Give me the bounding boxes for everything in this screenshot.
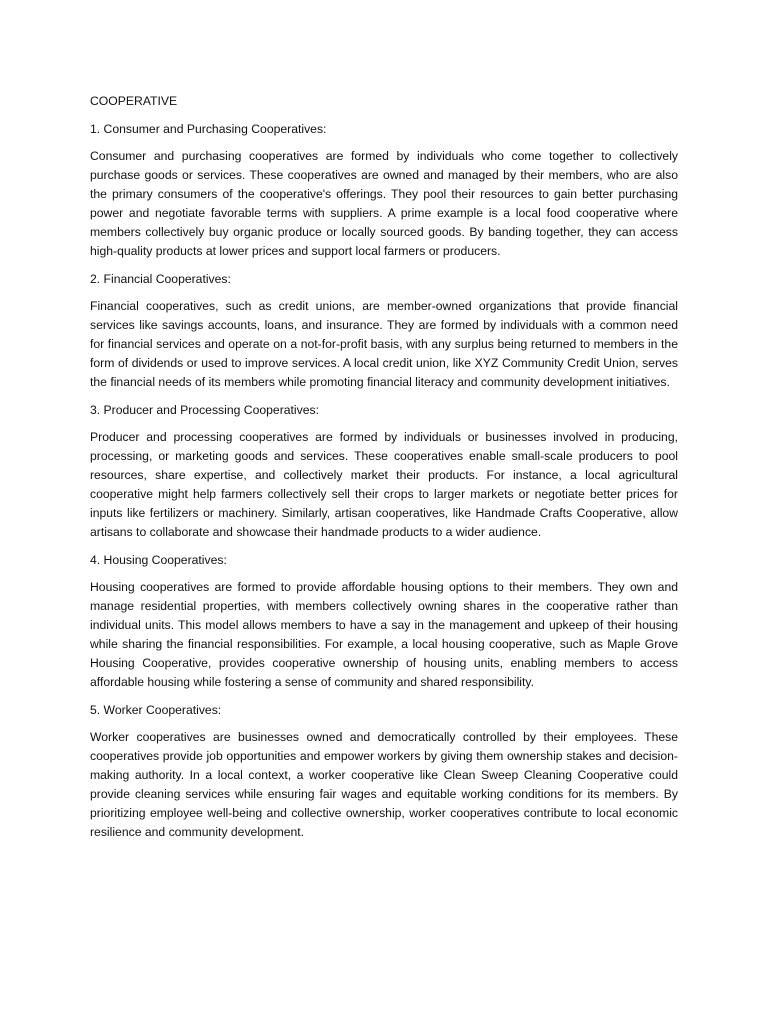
- section-body-worker: Worker cooperatives are businesses owned and democratically controlled by their employees. These cooperatives provide job opportunities and empower workers by giving them ownership stakes and decision-making authority. In a local context, a worker cooperative like Clean Sweep Cleaning Cooperative could provide cleaning services while ensuring fair wages and equitable working conditions for its members. By prioritizing employee well-being and collective ownership, worker cooperatives contribute to local economic resilience and community development.: [90, 730, 678, 839]
- section-body-financial: Financial cooperatives, such as credit unions, are member-owned organizations that provide financial services like savings accounts, loans, and insurance. They are formed by individuals with a common need for financial services and operate on a not-for-profit basis, with any surplus being returned to members in the form of dividends or used to improve services. A local credit union, like XYZ Community Credit Union, serves the financial needs of its members while promoting financial literacy and community development initiatives.: [90, 299, 678, 389]
- section-heading-housing: 4. Housing Cooperatives:: [90, 552, 227, 567]
- section-heading-consumer: 1. Consumer and Purchasing Cooperatives:: [90, 121, 327, 136]
- document-page: [90, 92, 678, 851]
- section-body-producer: Producer and processing cooperatives are formed by individuals or businesses involved in producing, processing, or marketing goods and services. These cooperatives enable small-scale producers to pool resources, share expertise, and collectively market their products. For instance, a local agricultural cooperative might help farmers collectively sell their crops to larger markets or negotiate better prices for inputs like fertilizers or machinery. Similarly, artisan cooperatives, like Handmade Crafts Cooperative, allow artisans to collaborate and showcase their handmade products to a wider audience.: [90, 430, 678, 539]
- section-heading-financial: 2. Financial Cooperatives:: [90, 271, 231, 286]
- section-heading-worker: 5. Worker Cooperatives:: [90, 702, 222, 717]
- document-title: COOPERATIVE: [90, 94, 178, 108]
- section-body-consumer: Consumer and purchasing cooperatives are formed by individuals who come together to collectively purchase goods or services. These cooperatives are owned and managed by their members, who are also the primary consumers of the cooperative's offerings. They pool their resources to gain better purchasing power and negotiate favorable terms with suppliers. A prime example is a local food cooperative where members collectively buy organic produce or locally sourced goods. By banding together, they can access high-quality products at lower prices and support local farmers or producers.: [90, 149, 678, 258]
- section-heading-producer: 3. Producer and Processing Cooperatives:: [90, 402, 319, 417]
- section-body-housing: Housing cooperatives are formed to provide affordable housing options to their members. They own and manage residential properties, with members collectively owning shares in the cooperative rather than individual units. This model allows members to have a say in the management and upkeep of their housing while sharing the financial responsibilities. For example, a local housing cooperative, such as Maple Grove Housing Cooperative, provides cooperative ownership of housing units, enabling members to access affordable housing while fostering a sense of community and shared responsibility.: [90, 580, 678, 689]
